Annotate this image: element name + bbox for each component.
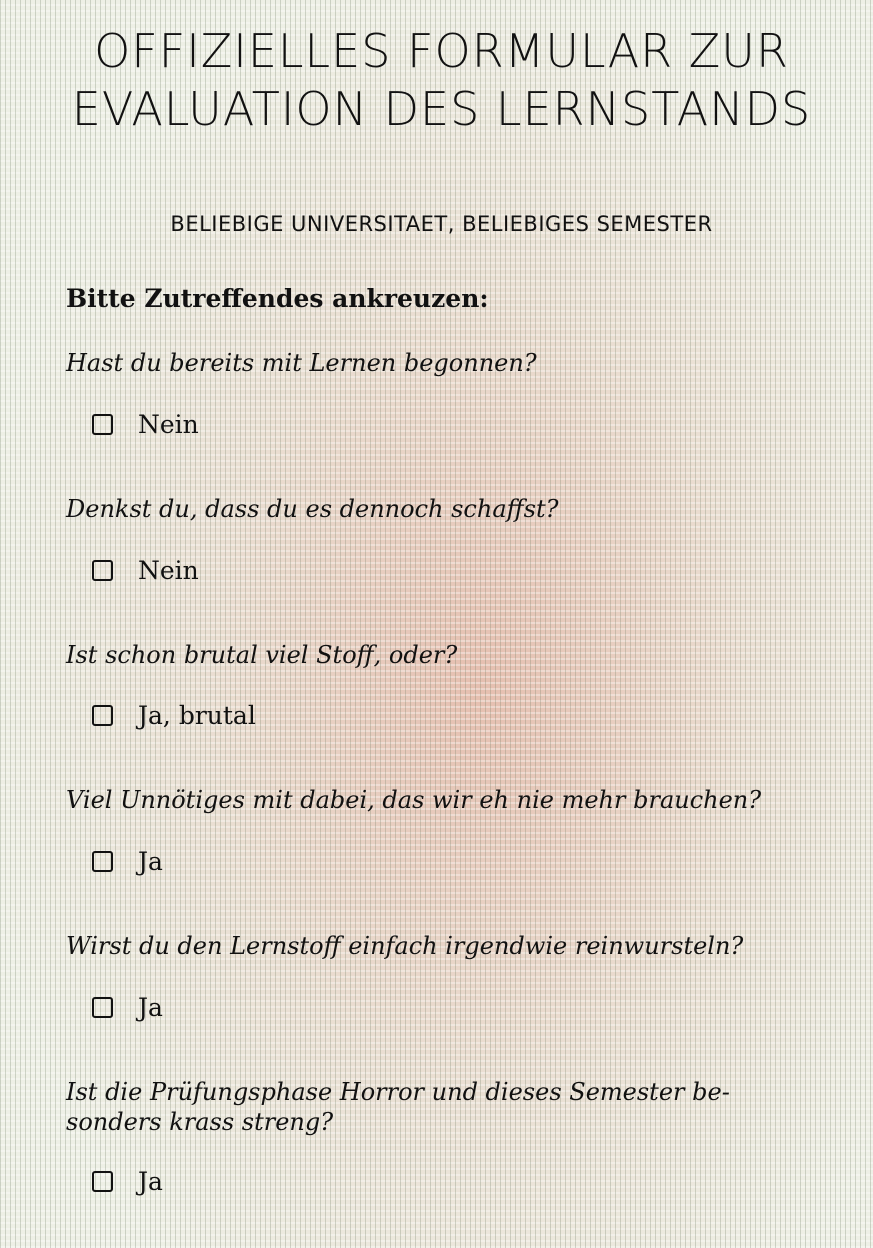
option-label: Ja (138, 1167, 163, 1196)
option-label: Ja, brutal (138, 701, 256, 730)
question-5-option[interactable] (92, 993, 163, 1022)
question-4-option[interactable] (92, 847, 163, 876)
question-3: Ist schon brutal viel Stoff, oder? (66, 641, 458, 669)
question-1-option[interactable] (92, 410, 199, 439)
question-3-option[interactable] (92, 701, 256, 730)
question-6: Ist die Prüfungsphase Horror und dieses Semester be- sonders krass streng? (66, 1078, 730, 1136)
form-subtitle: BELIEBIGE UNIVERSITAET, BELIEBIGES SEMESTER (170, 212, 713, 236)
question-5: Wirst du den Lernstoff einfach irgendwie reinwursteln? (66, 932, 744, 960)
checkbox[interactable] (92, 997, 113, 1018)
question-2-option[interactable] (92, 556, 199, 585)
checkbox[interactable] (92, 705, 113, 726)
checkbox[interactable] (92, 1171, 113, 1192)
option-label: Nein (138, 410, 199, 439)
question-6-option[interactable] (92, 1167, 163, 1196)
question-2: Denkst du, dass du es dennoch schaffst? (66, 495, 559, 523)
option-label: Ja (138, 993, 163, 1022)
question-4: Viel Unnötiges mit dabei, das wir eh nie mehr brauchen? (66, 786, 762, 814)
form-title: OFFIZIELLES FORMULAR ZUR EVALUATION DES LERNSTANDS (71, 24, 812, 136)
checkbox[interactable] (92, 560, 113, 581)
option-label: Nein (138, 556, 199, 585)
question-1: Hast du bereits mit Lernen begonnen? (66, 349, 537, 377)
checkbox[interactable] (92, 851, 113, 872)
form-instruction: Bitte Zutreffendes ankreuzen: (66, 284, 489, 313)
checkbox[interactable] (92, 414, 113, 435)
option-label: Ja (138, 847, 163, 876)
